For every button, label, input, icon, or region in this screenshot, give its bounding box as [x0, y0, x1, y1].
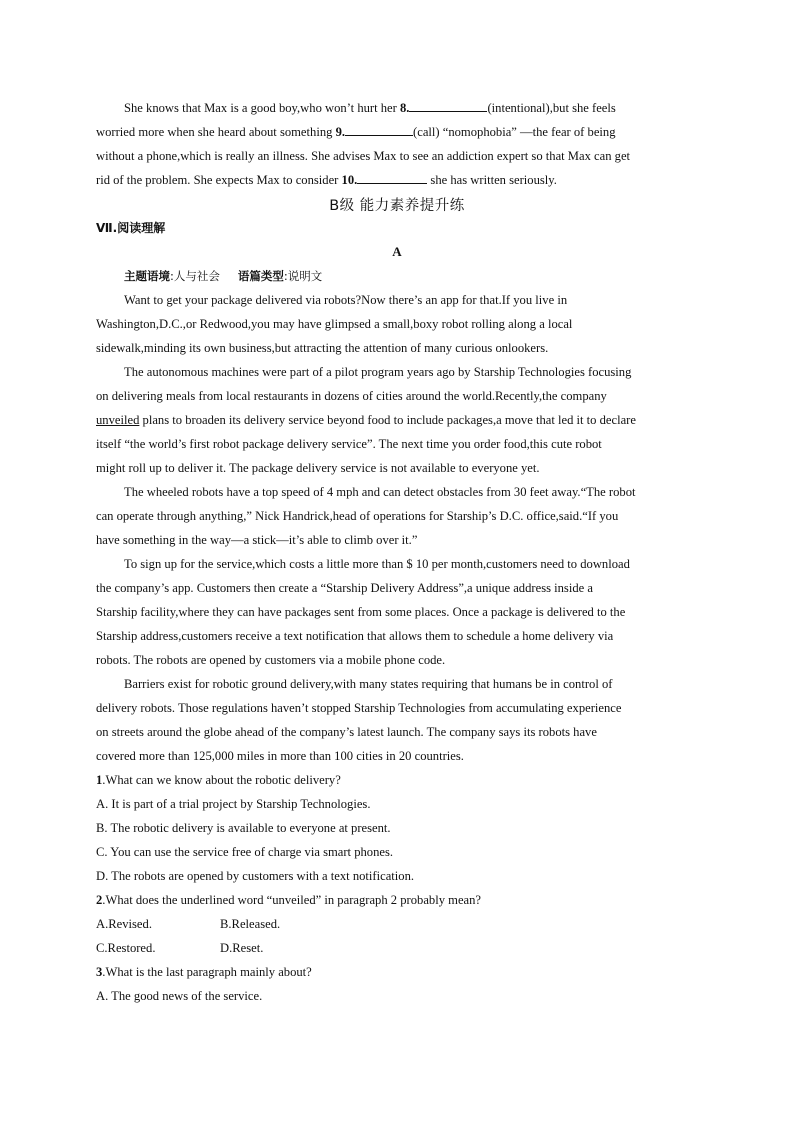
cloze-text: She knows that Max is a good boy,who won’t hurt her [124, 101, 400, 115]
q1-option-a[interactable]: A. It is part of a trial project by Starship Technologies. [96, 797, 371, 811]
cloze-text: (call) “nomophobia” —the fear of being [413, 125, 616, 139]
passage-line: Starship facility,where they can have packages sent from some places. Once a package is delivered to the [96, 605, 626, 619]
passage-line: Barriers exist for robotic ground delivery,with many states requiring that humans be in control of [124, 677, 613, 691]
passage-label: A [392, 244, 402, 259]
passage-line: Want to get your package delivered via robots?Now there’s an app for that.If you live in [124, 293, 568, 307]
blank-number-10: 10. [341, 173, 358, 187]
q3-option-a[interactable]: A. The good news of the service. [96, 989, 263, 1003]
passage-line: Washington,D.C.,or Redwood,you may have glimpsed a small,boxy robot rolling along a local [96, 317, 573, 331]
passage-line: can operate through anything,” Nick Handrick,head of operations for Starship’s D.C. office,said.“If you [96, 509, 619, 523]
passage-line: The wheeled robots have a top speed of 4 mph and can detect obstacles from 30 feet away.“The robot [124, 485, 636, 499]
q1-option-d[interactable]: D. The robots are opened by customers with a text notification. [96, 869, 415, 883]
level-heading: B级 能力素养提升练 [329, 198, 465, 214]
cloze-text: rid of the problem. She expects Max to consider [96, 173, 342, 187]
cloze-line-1 [124, 100, 616, 116]
q1-option-b[interactable]: B. The robotic delivery is available to everyone at present. [96, 821, 391, 835]
cloze-text: worried more when she heard about something [96, 125, 336, 139]
passage-line: have something in the way—a stick—it’s able to climb over it.” [96, 533, 418, 547]
passage-line: on delivering meals from local restaurants in dozens of cities around the world.Recently,the company [96, 389, 607, 403]
question-2 [96, 892, 481, 908]
passage-line: covered more than 125,000 miles in more than 100 cities in 20 countries. [96, 749, 464, 763]
passage-line: The autonomous machines were part of a pilot program years ago by Starship Technologies focusing [124, 365, 632, 379]
question-number: 1 [96, 773, 103, 787]
passage-line: robots. The robots are opened by customers via a mobile phone code. [96, 653, 446, 667]
answer-blank-9[interactable] [345, 124, 413, 136]
question-1 [96, 772, 341, 788]
q2-option-d[interactable]: D.Reset. [220, 941, 264, 955]
q2-option-a[interactable]: A.Revised. [96, 917, 152, 931]
theme-value: :人与社会 [170, 269, 220, 283]
passage-line [96, 412, 636, 428]
question-3 [96, 964, 312, 980]
passage-line: on streets around the globe ahead of the company’s latest launch. The company says its robots have [96, 725, 597, 739]
underlined-word-unveiled: unveiled [96, 413, 140, 427]
passage-line: the company’s app. Customers then create a “Starship Delivery Address”,a unique address inside a [96, 581, 593, 595]
q2-option-b[interactable]: B.Released. [220, 917, 281, 931]
theme-label: 主题语境 [124, 269, 170, 283]
cloze-text: (intentional),but she feels [487, 101, 616, 115]
answer-blank-8[interactable] [409, 100, 487, 112]
q2-option-c[interactable]: C.Restored. [96, 941, 156, 955]
blank-number-8: 8. [400, 101, 410, 115]
question-number: 2 [96, 893, 103, 907]
passage-line: delivery robots. Those regulations haven’t stopped Starship Technologies from accumulating experience [96, 701, 622, 715]
blank-number-9: 9. [335, 125, 346, 139]
cloze-line-3: without a phone,which is really an illness. She advises Max to see an addiction expert so that Max can get [96, 149, 631, 163]
passage-text: plans to broaden its delivery service beyond food to include packages,a move that led it to declare [139, 413, 636, 427]
passage-line: itself “the world’s first robot package delivery service”. The next time you order food,this cute robot [96, 437, 602, 451]
section-heading: Ⅶ.阅读理解 [96, 221, 166, 235]
question-text: .What can we know about the robotic delivery? [102, 773, 341, 787]
passage-line: Starship address,customers receive a text notification that allows them to schedule a home delivery via [96, 629, 614, 643]
theme-line [124, 268, 322, 284]
q1-option-c[interactable]: C. You can use the service free of charge via smart phones. [96, 845, 394, 859]
passage-line: sidewalk,minding its own business,but attracting the attention of many curious onlookers. [96, 341, 549, 355]
cloze-line-2 [96, 124, 616, 140]
question-number: 3 [96, 965, 103, 979]
cloze-line-4 [96, 172, 557, 188]
type-label: 语篇类型 [237, 269, 284, 283]
answer-blank-10[interactable] [357, 172, 427, 184]
question-text: .What does the underlined word “unveiled” in paragraph 2 probably mean? [102, 893, 482, 907]
question-text: .What is the last paragraph mainly about? [102, 965, 312, 979]
passage-line: might roll up to deliver it. The package delivery service is not available to everyone yet. [96, 461, 540, 475]
passage-line: To sign up for the service,which costs a little more than $ 10 per month,customers need to download [124, 557, 630, 571]
type-value: :说明文 [283, 269, 323, 283]
cloze-text: she has written seriously. [427, 173, 557, 187]
